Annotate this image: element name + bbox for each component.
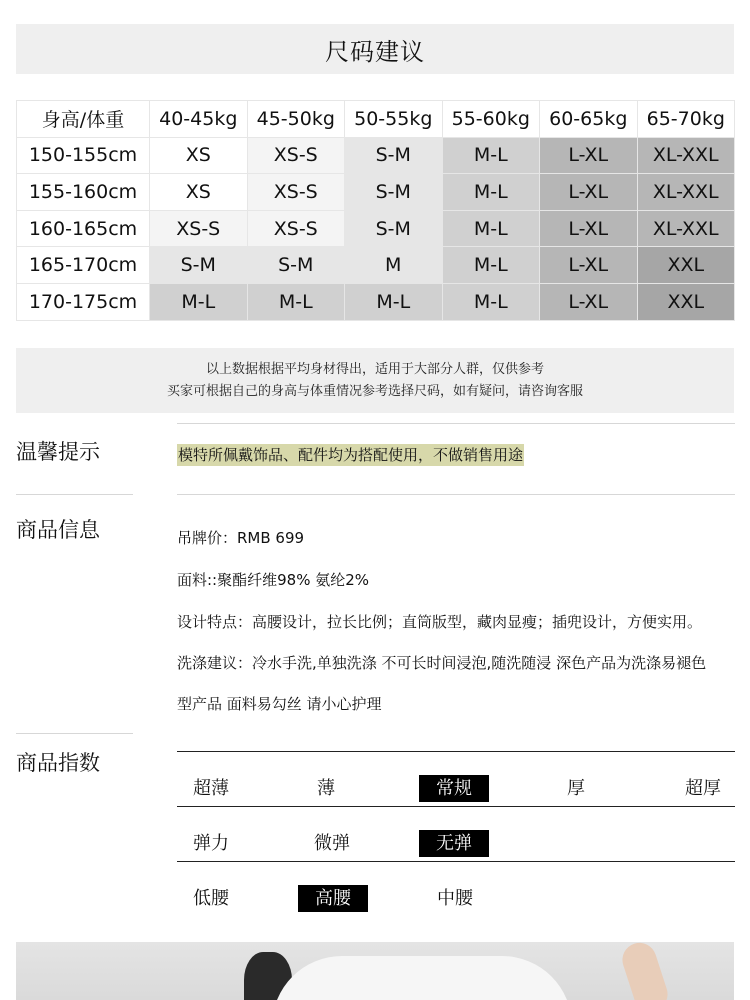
weight-header: 55-60kg (442, 101, 540, 138)
size-cell: M (345, 247, 443, 284)
weight-header: 45-50kg (247, 101, 345, 138)
divider (177, 423, 735, 424)
height-cell: 170-175cm (17, 283, 150, 320)
tips-label: 温馨提示 (16, 440, 100, 464)
size-note-line-2: 买家可根据自己的身高与体重情况参考选择尺码，如有疑问，请咨询客服 (166, 383, 583, 399)
index-option-selected: 常规 (419, 775, 489, 802)
size-cell: XS (150, 174, 248, 211)
model-photo (16, 942, 734, 1000)
tips-text: 模特所佩戴饰品、配件均为搭配使用，不做销售用途 (178, 446, 524, 464)
size-cell: M-L (442, 174, 540, 211)
size-chart-table (16, 100, 735, 321)
size-table-row (17, 174, 735, 211)
size-table-row (17, 210, 735, 247)
size-cell: L-XL (540, 283, 638, 320)
size-cell: XS-S (247, 137, 345, 174)
size-cell: L-XL (540, 137, 638, 174)
size-cell: XL-XXL (637, 174, 735, 211)
index-option: 薄 (317, 778, 335, 799)
size-cell: L-XL (540, 174, 638, 211)
product-index-label: 商品指数 (16, 751, 100, 775)
height-cell: 165-170cm (17, 247, 150, 284)
size-cell: M-L (150, 283, 248, 320)
size-cell: S-M (345, 210, 443, 247)
size-cell: M-L (345, 283, 443, 320)
weight-header: 50-55kg (345, 101, 443, 138)
index-row-rule (177, 806, 735, 807)
index-option: 超厚 (685, 778, 721, 799)
size-cell: M-L (247, 283, 345, 320)
product-info-label: 商品信息 (16, 518, 100, 542)
size-guide-title-text: 尺码建议 (325, 37, 425, 66)
size-table-header-row (17, 101, 735, 138)
size-cell: XS-S (247, 210, 345, 247)
index-option: 弹力 (193, 833, 229, 854)
divider (16, 733, 133, 734)
height-cell: 160-165cm (17, 210, 150, 247)
model-arm (618, 942, 672, 1000)
size-cell: XS-S (247, 174, 345, 211)
divider (16, 494, 133, 495)
size-cell: XXL (637, 247, 735, 284)
size-cell: M-L (442, 210, 540, 247)
index-row-rule (177, 861, 735, 862)
divider (177, 494, 735, 495)
weight-header: 40-45kg (150, 101, 248, 138)
info-fabric: 面料::聚酯纤维98% 氨纶2% (177, 571, 370, 589)
size-cell: S-M (345, 174, 443, 211)
size-cell: XL-XXL (637, 137, 735, 174)
index-row-thickness (177, 761, 735, 816)
size-note-line-1: 以上数据根据平均身材得出，适用于大部分人群，仅供参考 (205, 361, 544, 377)
height-cell: 150-155cm (17, 137, 150, 174)
size-cell: XS (150, 137, 248, 174)
index-option: 中腰 (437, 888, 473, 909)
index-option-selected: 高腰 (298, 885, 368, 912)
size-guide-title (16, 24, 734, 74)
info-washing-advice: 洗涤建议：冷水手洗,单独洗涤 不可长时间浸泡,随洗随浸 深色产品为洗涤易褪色 (177, 654, 707, 672)
info-tag-price: 吊牌价：RMB 699 (177, 529, 305, 547)
index-top-rule (177, 751, 735, 752)
size-note-box (16, 348, 734, 413)
size-cell: L-XL (540, 210, 638, 247)
size-cell: M-L (442, 247, 540, 284)
size-table-row (17, 283, 735, 320)
size-cell: XS-S (150, 210, 248, 247)
index-row-elasticity (177, 816, 735, 871)
size-cell: S-M (150, 247, 248, 284)
index-option-selected: 无弹 (419, 830, 489, 857)
index-option: 微弹 (314, 833, 350, 854)
index-row-waist (177, 871, 735, 926)
size-cell: M-L (442, 283, 540, 320)
info-design-features: 设计特点：高腰设计，拉长比例；直筒版型，藏肉显瘦；插兜设计，方便实用。 (177, 613, 703, 631)
index-option: 低腰 (193, 888, 229, 909)
weight-header: 60-65kg (540, 101, 638, 138)
index-option: 超薄 (193, 778, 229, 799)
size-table-corner-header: 身高/体重 (17, 101, 150, 138)
size-cell: S-M (247, 247, 345, 284)
size-table-body (17, 137, 735, 320)
size-cell: XXL (637, 283, 735, 320)
info-washing-advice-cont: 型产品 面料易勾丝 请小心护理 (177, 695, 382, 713)
size-cell: XL-XXL (637, 210, 735, 247)
model-shirt (272, 956, 572, 1000)
size-cell: L-XL (540, 247, 638, 284)
size-table-row (17, 137, 735, 174)
weight-header: 65-70kg (637, 101, 735, 138)
index-option: 厚 (567, 778, 585, 799)
size-cell: S-M (345, 137, 443, 174)
height-cell: 155-160cm (17, 174, 150, 211)
size-table-row (17, 247, 735, 284)
size-cell: M-L (442, 137, 540, 174)
